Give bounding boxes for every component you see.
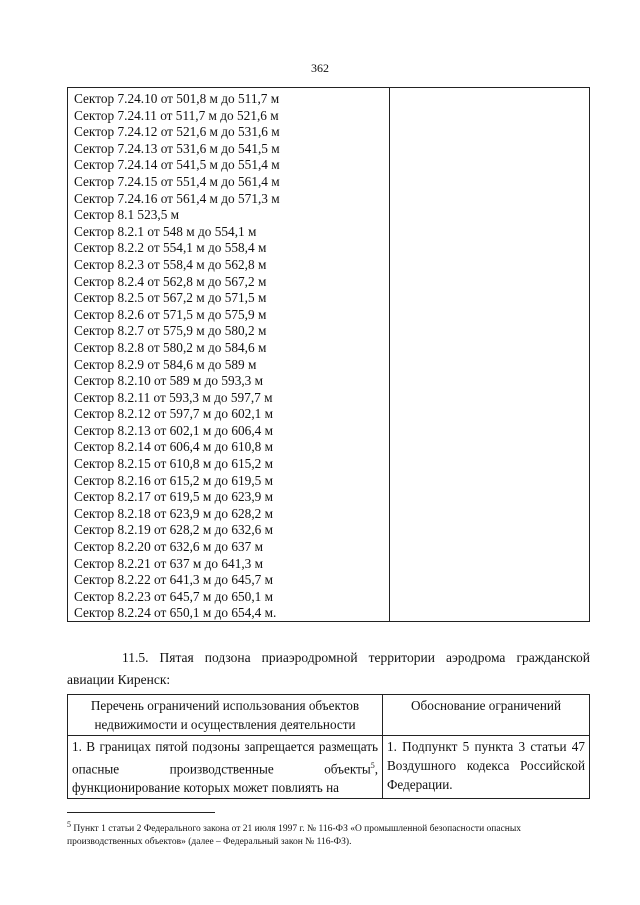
restriction-text-start: 1. В границах пятой подзоны запрещается размещать опасные производственные объекты <box>72 739 378 777</box>
sector-line: Сектор 7.24.14 от 541,5 м до 551,4 м <box>74 157 280 173</box>
footnote <box>67 818 590 849</box>
sector-line: Сектор 8.2.19 от 628,2 м до 632,6 м <box>74 522 274 538</box>
page-number: 362 <box>311 61 329 75</box>
sector-line: Сектор 8.2.3 от 558,4 м до 562,8 м <box>74 256 267 272</box>
sector-line: Сектор 7.24.13 от 531,6 м до 541,5 м <box>74 140 280 156</box>
sector-line: Сектор 8.1 523,5 м <box>74 207 180 223</box>
restrictions-header-basis: Обоснование ограничений <box>383 695 590 736</box>
sector-line: Сектор 8.2.10 от 589 м до 593,3 м <box>74 373 264 389</box>
sector-line: Сектор 7.24.10 от 501,8 м до 511,7 м <box>74 91 280 106</box>
sector-line: Сектор 8.2.20 от 632,6 м до 637 м <box>74 539 264 555</box>
sector-line: Сектор 7.24.16 от 561,4 м до 571,3 м <box>74 190 280 206</box>
sector-line: Сектор 8.2.1 от 548 м до 554,1 м <box>74 223 257 239</box>
sector-line: Сектор 8.2.4 от 562,8 м до 567,2 м <box>74 273 267 289</box>
restrictions-row <box>68 736 590 799</box>
sector-line: Сектор 8.2.12 от 597,7 м до 602,1 м <box>74 406 274 422</box>
sector-line: Сектор 8.2.18 от 623,9 м до 628,2 м <box>74 505 274 521</box>
restriction-basis: 1. Подпункт 5 пункта 3 статьи 47 Воздушного кодекса Российской Федерации. <box>383 736 590 799</box>
sectors-table <box>67 87 590 622</box>
sector-line: Сектор 8.2.16 от 615,2 м до 619,5 м <box>74 472 274 488</box>
sector-line: Сектор 8.2.13 от 602,1 м до 606,4 м <box>74 422 274 438</box>
restrictions-header-row <box>68 695 590 736</box>
sector-line: Сектор 8.2.23 от 645,7 м до 650,1 м <box>74 588 274 604</box>
sector-line: Сектор 8.2.2 от 554,1 м до 558,4 м <box>74 240 267 256</box>
sector-line: Сектор 7.24.12 от 521,6 м до 531,6 м <box>74 124 280 140</box>
sector-line: Сектор 8.2.21 от 637 м до 641,3 м <box>74 555 264 571</box>
footnote-divider <box>67 812 215 813</box>
footnote-marker: 5 <box>67 820 71 829</box>
restriction-text-end: , функционирование которых может повлиять на <box>72 761 378 796</box>
sector-line: Сектор 8.2.7 от 575,9 м до 580,2 м <box>74 323 267 339</box>
subzone-heading-line-2: авиации Киренск: <box>67 672 171 687</box>
restrictions-header-list: Перечень ограничений использования объектов недвижимости и осуществления деятельности <box>68 695 383 736</box>
sector-line: Сектор 8.2.6 от 571,5 м до 575,9 м <box>74 306 267 322</box>
sector-line: Сектор 8.2.22 от 641,3 м до 645,7 м <box>74 572 274 588</box>
sector-line: Сектор 7.24.11 от 511,7 м до 521,6 м <box>74 107 279 123</box>
sector-line: Сектор 8.2.11 от 593,3 м до 597,7 м <box>74 389 273 405</box>
sector-line: Сектор 8.2.24 от 650,1 м до 654,4 м. <box>74 605 277 621</box>
sectors-empty-column <box>390 88 589 621</box>
sector-line: Сектор 8.2.5 от 567,2 м до 571,5 м <box>74 290 267 306</box>
sector-line: Сектор 8.2.9 от 584,6 м до 589 м <box>74 356 257 372</box>
sectors-list <box>68 88 390 621</box>
subzone-heading-line-1: 11.5. Пятая подзона приаэродромной территории аэродрома гражданской <box>122 650 590 665</box>
sector-line: Сектор 8.2.15 от 610,8 м до 615,2 м <box>74 456 274 472</box>
sector-line: Сектор 7.24.15 от 551,4 м до 561,4 м <box>74 173 280 189</box>
restrictions-table <box>67 694 590 799</box>
sector-line: Сектор 8.2.17 от 619,5 м до 623,9 м <box>74 489 274 505</box>
footnote-text: Пункт 1 статьи 2 Федерального закона от 21 июля 1997 г. № 116-ФЗ «О промышленной безопасности опасных производственных объектов» (далее – Федеральный закон № 116-ФЗ). <box>67 824 522 848</box>
restriction-text <box>68 736 383 799</box>
footnote-reference: 5 <box>370 761 375 770</box>
sector-line: Сектор 8.2.14 от 606,4 м до 610,8 м <box>74 439 274 455</box>
sector-line: Сектор 8.2.8 от 580,2 м до 584,6 м <box>74 339 267 355</box>
